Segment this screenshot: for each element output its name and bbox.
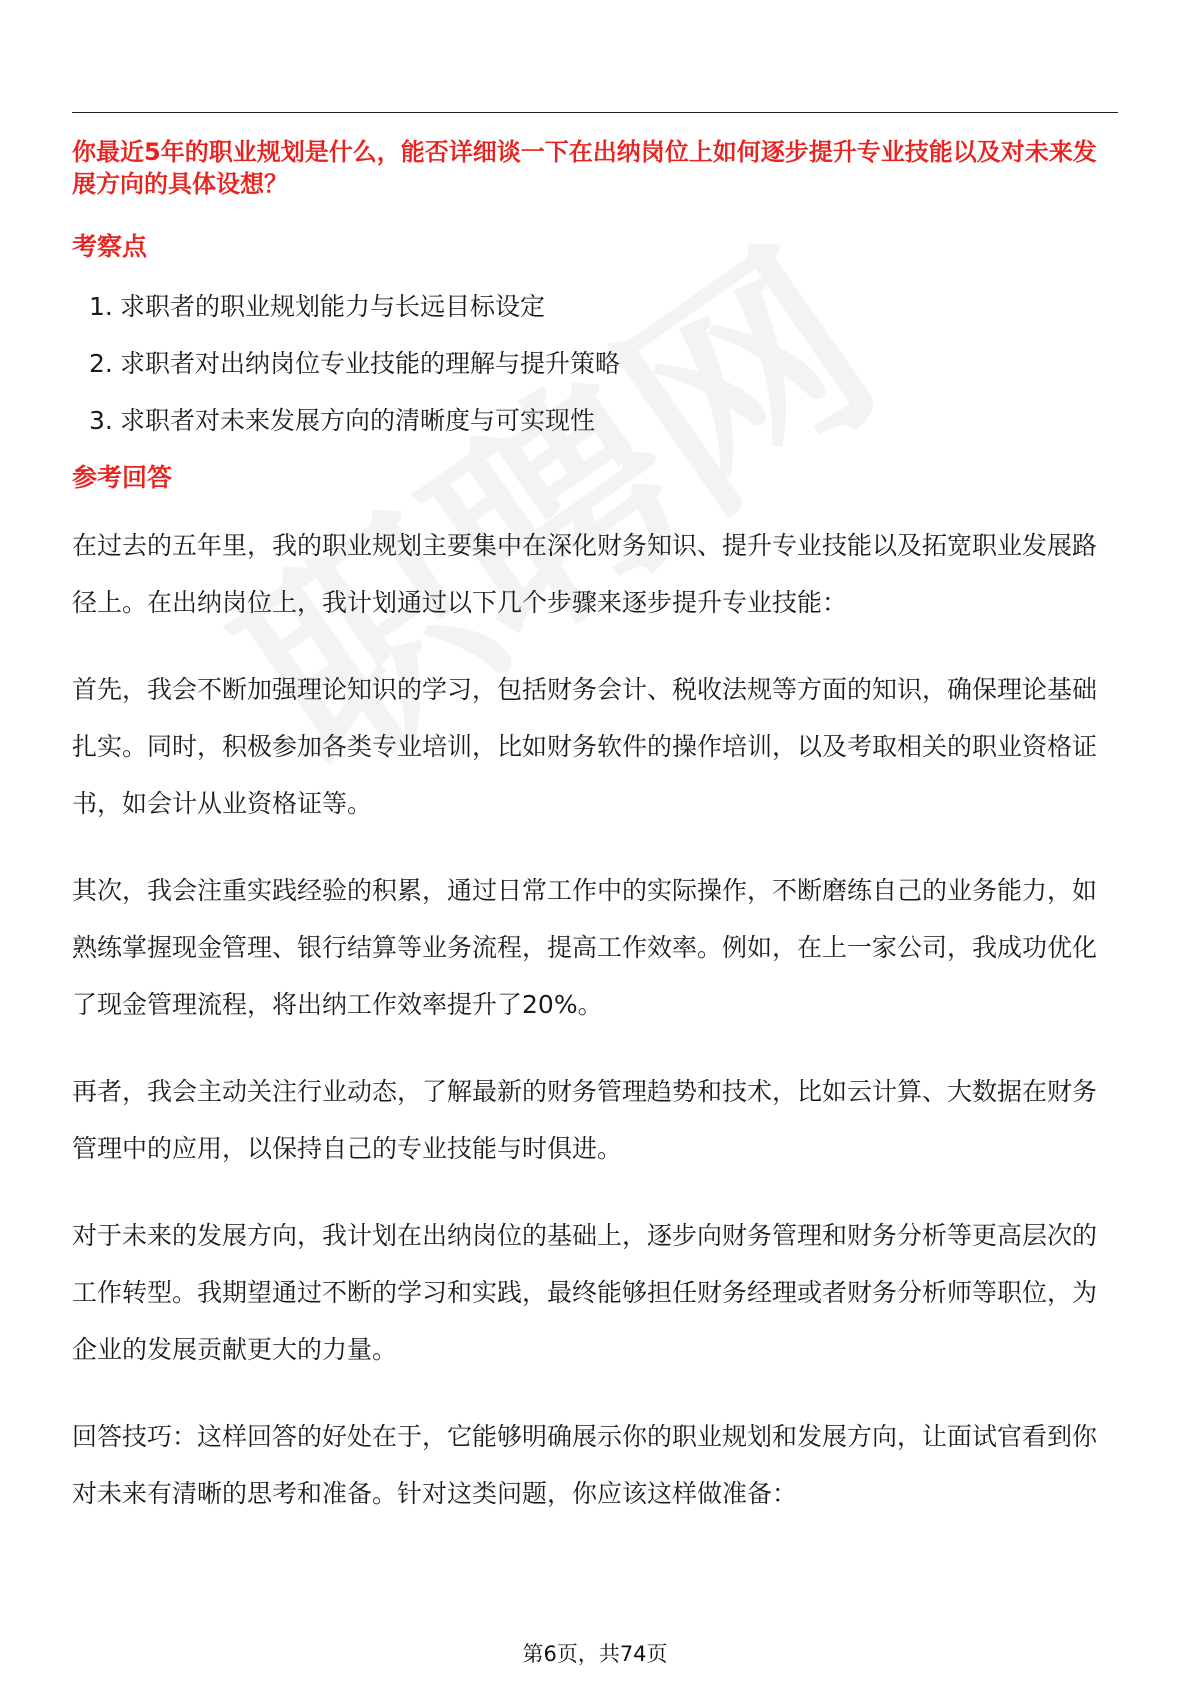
question-heading: 你最近5年的职业规划是什么，能否详细谈一下在出纳岗位上如何逐步提升专业技能以及对未来发展方向的具体设想？ (72, 138, 1097, 198)
list-item-number: 3. (89, 406, 113, 435)
answer-paragraph: 对于未来的发展方向，我计划在出纳岗位的基础上，逐步向财务管理和财务分析等更高层次的工作转型。我期望通过不断的学习和实践，最终能够担任财务经理或者财务分析师等职位，为企业的发展贡献更大的力量。 (72, 1221, 1098, 1364)
list-item (72, 347, 1118, 381)
list-item-text: 求职者对出纳岗位专业技能的理解与提升策略 (120, 349, 621, 378)
answer-paragraph: 在过去的五年里，我的职业规划主要集中在深化财务知识、提升专业技能以及拓宽职业发展路径上。在出纳岗位上，我计划通过以下几个步骤来逐步提升专业技能： (72, 531, 1098, 617)
answer-paragraph: 其次，我会注重实践经验的积累，通过日常工作中的实际操作，不断磨练自己的业务能力，如熟练掌握现金管理、银行结算等业务流程，提高工作效率。例如，在上一家公司，我成功优化了现金管理流程，将出纳工作效率提升了20%。 (72, 876, 1098, 1019)
answer-paragraph: 首先，我会不断加强理论知识的学习，包括财务会计、税收法规等方面的知识，确保理论基础扎实。同时，积极参加各类专业培训，比如财务软件的操作培训，以及考取相关的职业资格证书，如会计从业资格证等。 (72, 675, 1098, 818)
list-item (72, 290, 1118, 324)
points-list (72, 290, 1118, 438)
list-item-number: 2. (89, 349, 113, 378)
page-content (72, 136, 1118, 1522)
answer-paragraph: 再者，我会主动关注行业动态，了解最新的财务管理趋势和技术，比如云计算、大数据在财务管理中的应用，以保持自己的专业技能与时俱进。 (72, 1077, 1098, 1163)
list-item-text: 求职者的职业规划能力与长远目标设定 (120, 292, 546, 321)
answer-title: 参考回答 (72, 463, 173, 492)
list-item (72, 404, 1118, 438)
list-item-text: 求职者对未来发展方向的清晰度与可实现性 (120, 406, 596, 435)
answer-tips-paragraph: 回答技巧：这样回答的好处在于，它能够明确展示你的职业规划和发展方向，让面试官看到你对未来有清晰的思考和准备。针对这类问题，你应该这样做准备： (72, 1422, 1098, 1508)
top-divider (72, 112, 1118, 113)
points-title: 考察点 (72, 232, 148, 261)
page-number: 第6页，共74页 (522, 1642, 668, 1666)
list-item-number: 1. (89, 292, 113, 321)
